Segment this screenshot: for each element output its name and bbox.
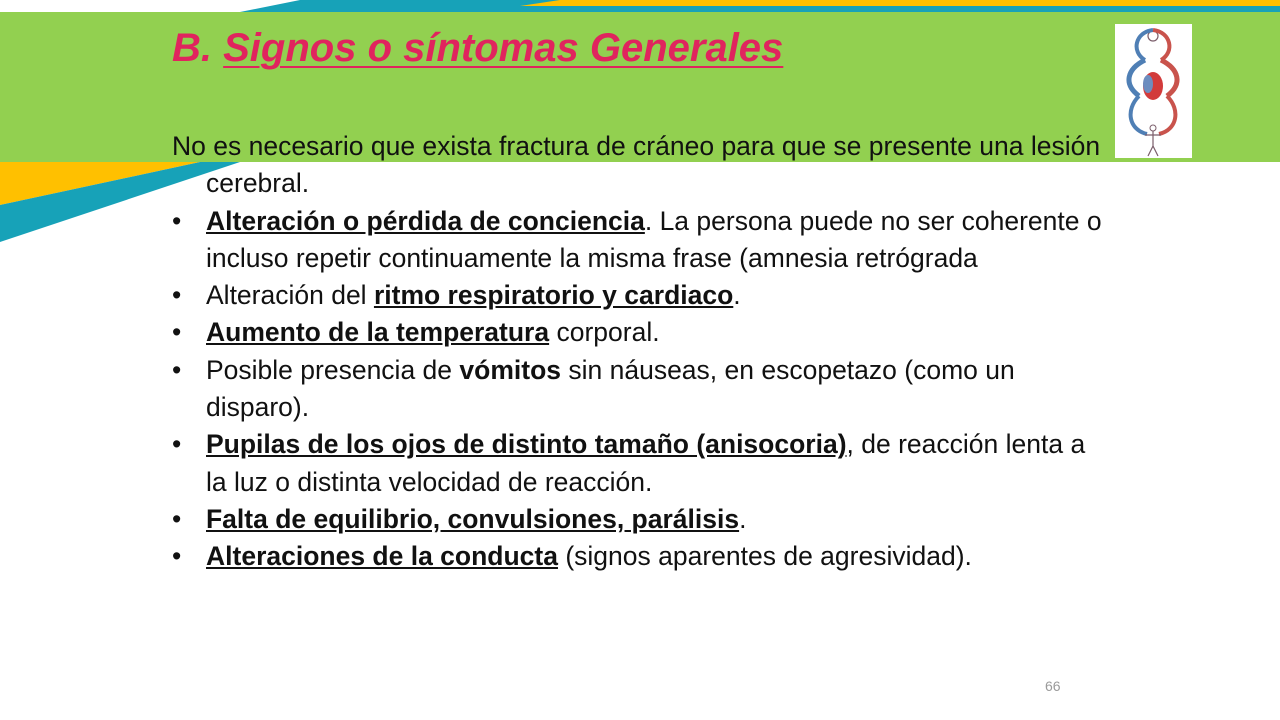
bullet-icon: •	[172, 205, 182, 236]
slide-body	[172, 128, 1102, 576]
list-item: • Falta de equilibrio, convulsiones, parálisis.	[172, 501, 1102, 538]
bullet-icon: •	[172, 541, 182, 572]
circulatory-system-diagram-icon	[1115, 24, 1192, 158]
circulatory-system-image	[1115, 24, 1192, 158]
top-yellow-band	[520, 0, 1280, 6]
list-item: • Posible presencia de vómitos sin náuseas, en escopetazo (como un disparo).	[172, 352, 1102, 427]
bullet-icon: •	[172, 317, 182, 348]
list-item: • Alteraciones de la conducta (signos aparentes de agresividad).	[172, 538, 1102, 575]
bullet-icon: •	[172, 503, 182, 534]
list-item: • Alteración o pérdida de conciencia. La persona puede no ser coherente o incluso repetir continuamente la misma frase (amnesia retrógrada	[172, 203, 1102, 278]
bullet-icon: •	[172, 280, 182, 311]
slide-title	[172, 26, 783, 71]
bullet-icon: •	[172, 354, 182, 385]
list-item: • Pupilas de los ojos de distinto tamaño (anisocoria), de reacción lenta a la luz o distinta velocidad de reacción.	[172, 426, 1102, 501]
intro-paragraph: No es necesario que exista fractura de cráneo para que se presente una lesión cerebral.	[172, 131, 1101, 199]
list-item: • Aumento de la temperatura corporal.	[172, 314, 1102, 351]
title-prefix: B.	[172, 26, 224, 70]
list-item: • Alteración del ritmo respiratorio y cardiaco.	[172, 277, 1102, 314]
page-number: 66	[1045, 678, 1061, 694]
title-main: Signos o síntomas Generales	[223, 26, 784, 70]
bullet-icon: •	[172, 429, 182, 460]
